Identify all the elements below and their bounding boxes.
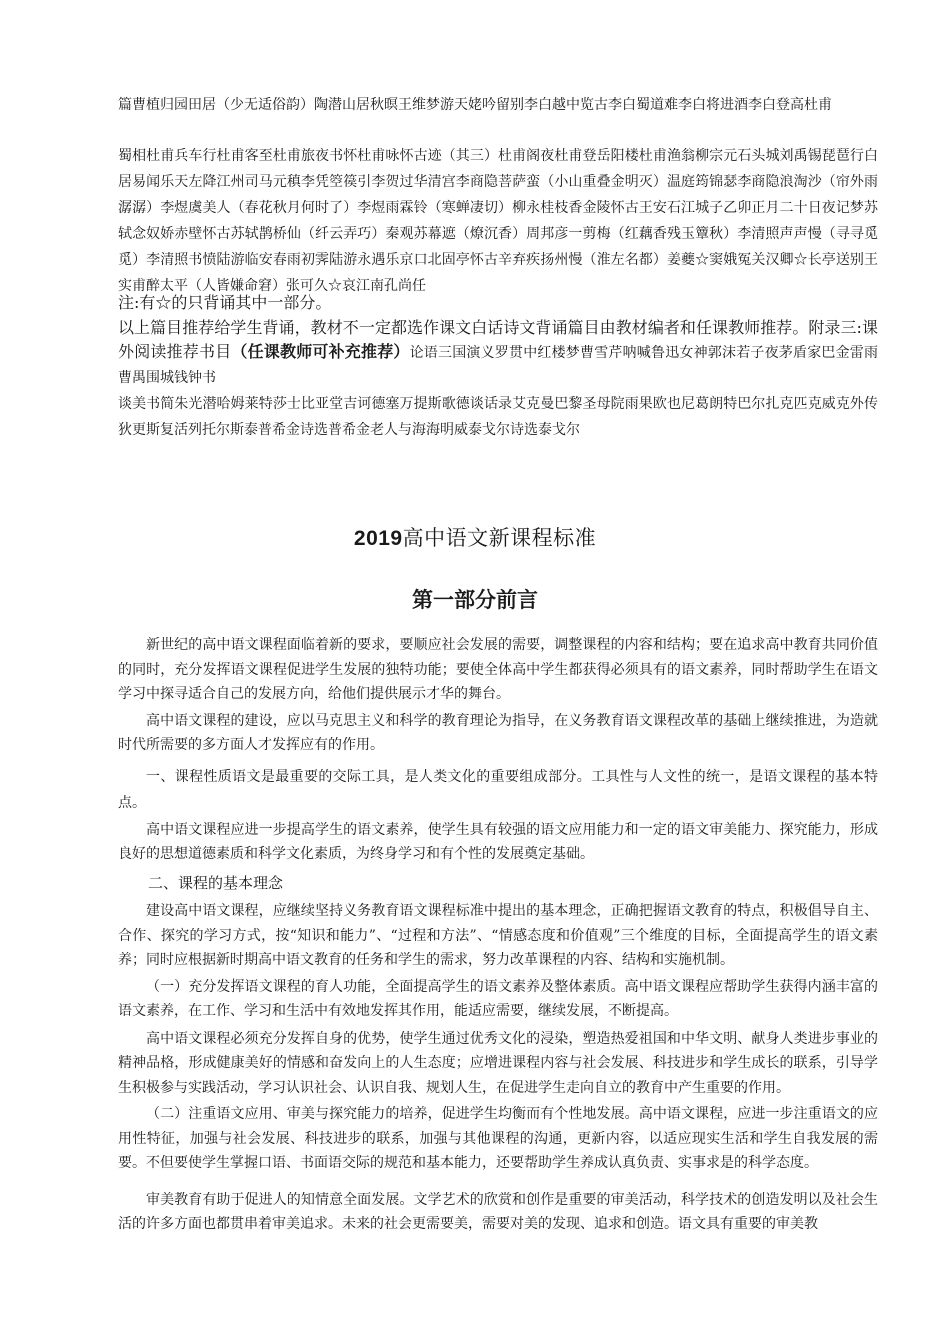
paragraph-8: 高中语文课程必须充分发挥自身的优势，使学生通过优秀文化的浸染，塑造热爱祖国和中华文明、献身人类进步事业的精神品格，形成健康美好的情感和奋发向上的人生态度；应增进课程内容与社会发展、科技进步和学生成长的联系，引导学生积极参与实践活动，学习认识社会、认识自我、规划人生，在促进学生走向自立的教育中产生重要的作用。 xyxy=(118,1030,878,1096)
paragraph-1: 新世纪的高中语文课程面临着新的要求，要顺应社会发展的需要，调整课程的内容和结构；要在追求高中教育共同价值的同时，充分发挥语文课程促进学生发展的独特功能；要使全体高中学生都获得必须具有的语文素养，同时帮助学生在语文学习中探寻适合自己的发展方向，给他们提供展示才华的舞台。 xyxy=(118,637,878,702)
paragraph-7: （一）充分发挥语文课程的育人功能，全面提高学生的语文素养及整体素质。高中语文课程应帮助学生获得内涵丰富的语文素养，在工作、学习和生活中有效地发挥其作用，能适应需要，继续发展，不断提高。 xyxy=(118,978,878,1019)
recommend-bold-text: （任课教师可补充推荐） xyxy=(231,342,410,361)
recommend-paragraph xyxy=(118,316,878,390)
reading-list-poems: 蜀相杜甫兵车行杜甫客至杜甫旅夜书怀杜甫咏怀古迹（其三）杜甫阁夜杜甫登岳阳楼杜甫渔翁柳宗元石头城刘禹锡琵琶行白居易闻乐天左降江州司马元稹李凭箜篌引李贺过华清宫李商隐菩萨蛮（小山重叠金明灭）温庭筠锦瑟李商隐浪淘沙（帘外雨潺潺）李煜虞美人（春花秋月何时了）李煜雨霖铃（寒蝉凄切）柳永桂枝香金陵怀古王安石江城子乙卯正月二十日夜记梦苏轼念奴娇赤壁怀古苏轼鹊桥仙（纤云弄巧）秦观苏幕遮（燎沉香）周邦彦一剪梅（红藕香残玉簟秋）李清照声声慢（寻寻觅觅）李清照书愤陆游临安春雨初霁陆游永遇乐京口北固亭怀古辛弃疾扬州慢（淮左名都）姜夔☆窦娥冤关汉卿☆长亭送别王实甫醉太平（人皆嫌命窘）张可久☆哀江南孔尚任 xyxy=(118,148,878,294)
document-title xyxy=(0,522,950,552)
paragraph-2: 高中语文课程的建设，应以马克思主义和科学的教育理论为指导，在义务教育语文课程改革的基础上继续推进，为造就时代所需要的多方面人才发挥应有的作用。 xyxy=(118,712,878,753)
paragraph-3: 一、课程性质语文是最重要的交际工具，是人类文化的重要组成部分。工具性与人文性的统一，是语文课程的基本特点。 xyxy=(118,768,878,811)
reading-list-line-1: 篇曹植归园田居（少无适俗韵）陶潜山居秋暝王维梦游天姥吟留别李白越中览古李白蜀道难李白将进酒李白登高杜甫 xyxy=(118,97,832,113)
paragraph-4: 高中语文课程应进一步提高学生的语文素养，使学生具有较强的语文应用能力和一定的语文审美能力、探究能力，形成良好的思想道德素质和科学文化素质，为终身学习和有个性的发展奠定基础。 xyxy=(118,821,878,862)
reading-list-note: 注:有☆的只背诵其中一部分。 xyxy=(118,293,332,312)
books-list-1: 论语三国演义罗贯中红楼梦曹雪芹呐喊鲁迅女神郭沫若子夜茅盾家巴金雷雨曹禺围城钱钟书 xyxy=(118,345,878,386)
title-text: 高中语文新课程标准 xyxy=(402,526,597,550)
paragraph-10: 审美教育有助于促进人的知情意全面发展。文学艺术的欣赏和创作是重要的审美活动，科学技术的创造发明以及社会生活的许多方面也都贯串着审美追求。未来的社会更需要美，需要对美的发现、追求和创造。语文具有重要的审美教 xyxy=(118,1191,878,1232)
paragraph-9: （二）注重语文应用、审美与探究能力的培养，促进学生均衡而有个性地发展。高中语文课程，应进一步注重语文的应用性特征，加强与社会发展、科技进步的联系，加强与其他课程的沟通，更新内容，以适应现实生活和学生自我发展的需要。不但要使学生掌握口语、书面语交际的规范和基本能力，还要帮助学生养成认真负责、实事求是的科学态度。 xyxy=(118,1106,878,1171)
books-list-2: 谈美书简朱光潜哈姆莱特莎士比亚堂吉诃德塞万提斯歌德谈话录艾克曼巴黎圣母院雨果欧也尼葛朗特巴尔扎克匹克威克外传狄更斯复活列托尔斯泰普希金诗选普希金老人与海海明威泰戈尔诗选泰戈尔 xyxy=(118,396,878,438)
title-year: 2019 xyxy=(353,527,403,550)
section-heading-2: 二、课程的基本理念 xyxy=(148,873,284,892)
recommend-text: 以上篇目推荐给学生背诵，教材不一定都选作课文白话诗文背诵篇目由教材编者和任课教师推荐。附录三:课外阅读推荐书目 xyxy=(118,318,878,361)
body-text xyxy=(118,633,878,1237)
paragraph-6: 建设高中语文课程，应继续坚持义务教育语文课程标准中提出的基本理念，正确把握语文教育的特点，积极倡导自主、合作、探究的学习方式，按“知识和能力”、“过程和方法”、“情感态度和价值观”三个维度的目标，全面提高学生的语文素养；同时应根据新时期高中语文教育的任务和学生的需求，努力改革课程的内容、结构和实施机制。 xyxy=(118,903,878,968)
part-title: 第一部分前言 xyxy=(412,588,538,612)
